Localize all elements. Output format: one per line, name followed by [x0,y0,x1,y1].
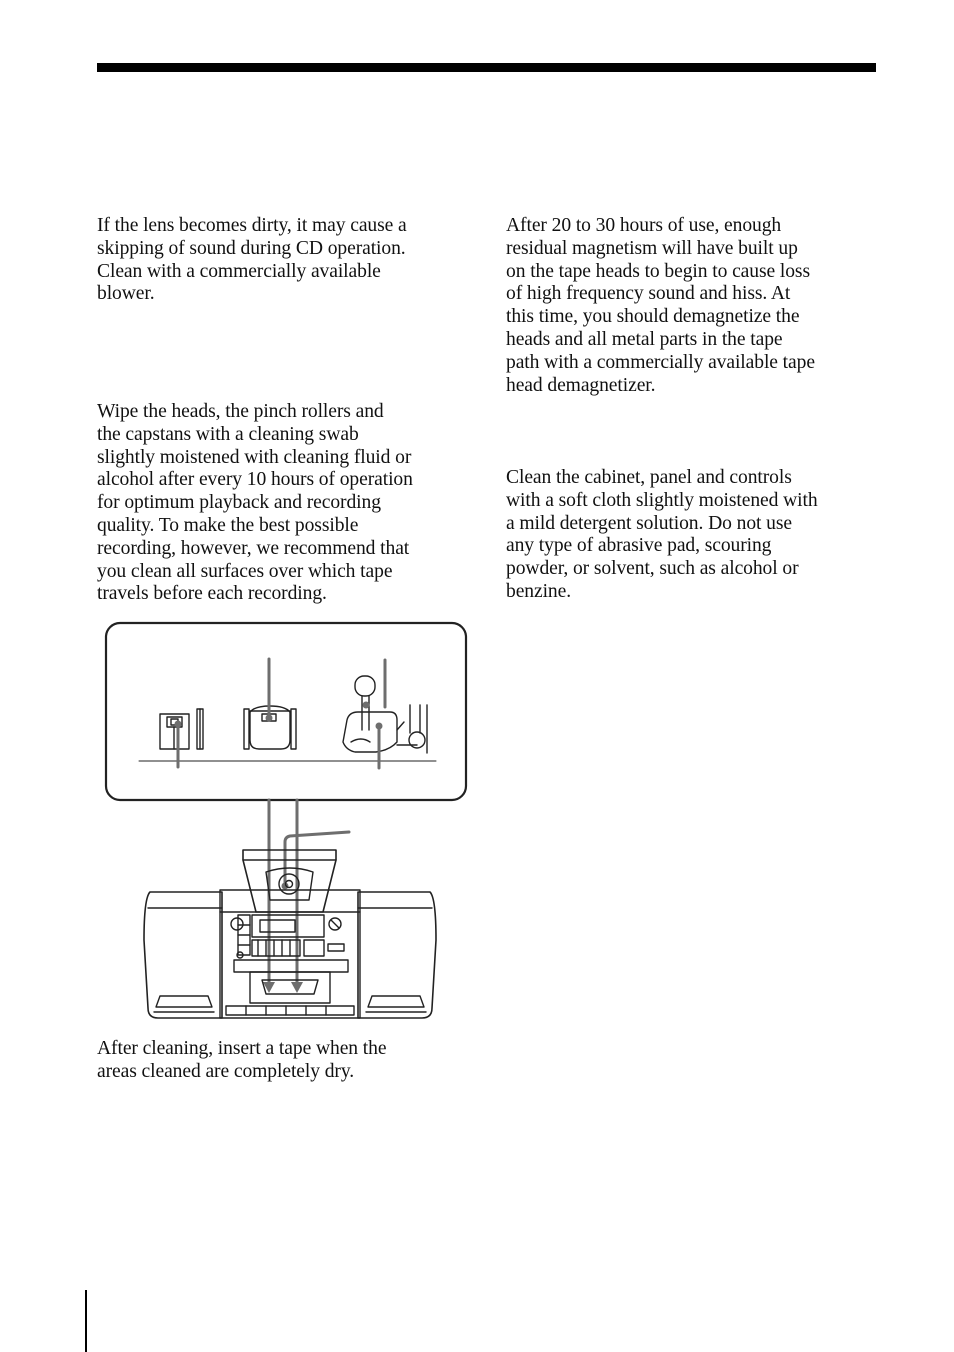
cd-radio-cassette-player-icon [144,850,436,1018]
after-cleaning-paragraph: After cleaning, insert a tape when the areas cleaned are completely dry. [97,1038,387,1082]
lens-cleaning-paragraph: If the lens becomes dirty, it may cause a skipping of sound during CD operation. Clean with a commercially available blower. [97,215,407,305]
cabinet-cleaning-paragraph: Clean the cabinet, panel and controls with a soft cloth slightly moistened with a mild detergent solution. Do not use any type of abrasive pad, scouring powder, or solvent, such as alcohol or benzine. [506,467,818,602]
tape-path-cleaning-figure [100,618,472,1028]
erase-head-icon [160,709,203,749]
demagnetizing-paragraph: After 20 to 30 hours of use, enough residual magnetism will have built up on the tape heads to begin to cause loss of high frequency sound and hiss. At this time, you should demagnetize the heads and all metal parts in the tape path with a commercially available tape head demagnetizer. [506,215,815,396]
page-margin-rule [85,1290,87,1352]
tape-heads-cleaning-paragraph: Wipe the heads, the pinch rollers and the capstans with a cleaning swab slightly moistened with cleaning fluid or alcohol after every 10 hours of operation for optimum playback and recording quality. To make the best possible recording, however, we recommend that you clean all surfaces over which tape travels before each recording. [97,401,413,605]
top-rule [97,63,876,72]
